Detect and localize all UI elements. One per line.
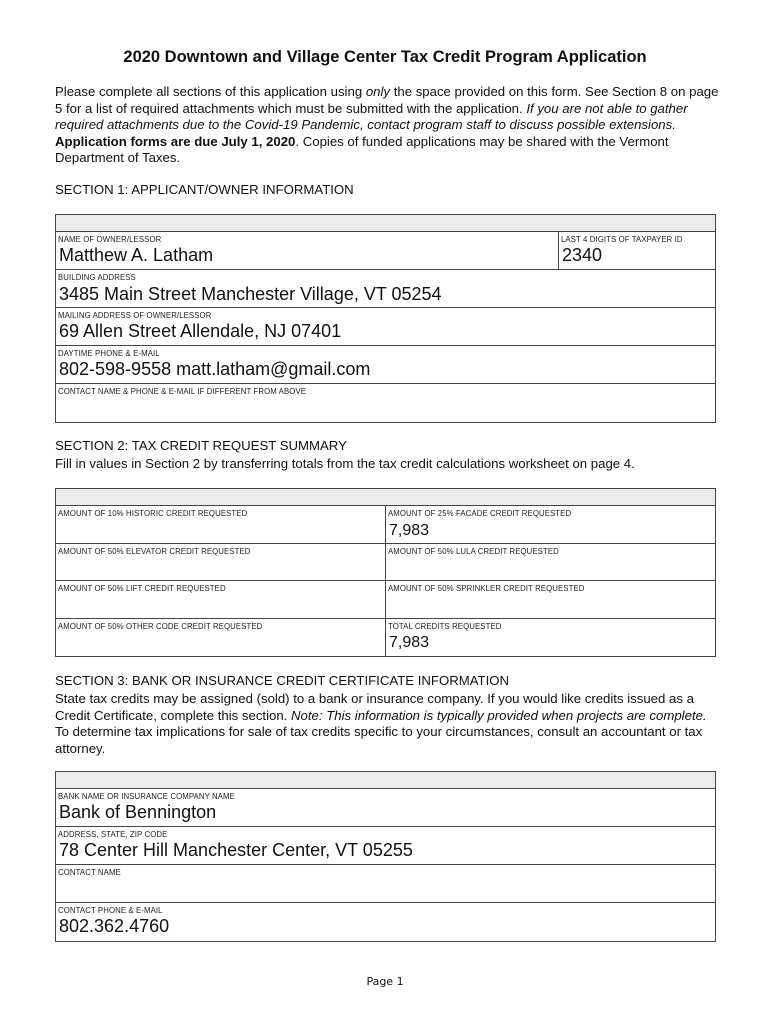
owner-name-cell[interactable] xyxy=(56,232,558,269)
section1-header-band xyxy=(56,215,715,232)
contact-row xyxy=(56,384,715,422)
building-address-value: 3485 Main Street Manchester Village, VT 05254 xyxy=(59,284,442,304)
credit-row-3 xyxy=(56,581,715,619)
building-address-cell[interactable] xyxy=(56,270,715,307)
facade-credit-cell[interactable] xyxy=(385,506,715,543)
section1-heading: SECTION 1: APPLICANT/OWNER INFORMATION xyxy=(55,182,354,197)
intro-text-4: If you are not able to gather required attachments due to the Covid-19 Pandemic, contact program staff to discuss possible extensions. xyxy=(55,100,688,132)
page-title: 2020 Downtown and Village Center Tax Credit Program Application xyxy=(123,48,647,66)
taxpayer-id-label: LAST 4 DIGITS OF TAXPAYER ID xyxy=(561,235,683,244)
total-credits-value: 7,983 xyxy=(389,634,430,651)
section3-note: Note: This information is typically provided when projects are complete. xyxy=(291,707,707,723)
contact-label: CONTACT NAME & PHONE & E-MAIL IF DIFFERENT FROM ABOVE xyxy=(58,387,307,396)
section2-instruction: Fill in values in Section 2 by transferring totals from the tax credit calculations worksheet on page 4. xyxy=(55,456,635,471)
section3-header-band xyxy=(56,772,715,789)
intro-text-7: . Copies of funded applications may be shared with the Vermont Department of Taxes. xyxy=(55,133,669,165)
building-row xyxy=(56,270,715,308)
intro-deadline: Application forms are due July 1, 2020 xyxy=(55,133,296,149)
bank-phone-row xyxy=(56,903,715,941)
section3-text-1: State tax credits may be assigned (sold) to a bank or insurance company. If you would like credits issued as a Credit Certificate, complete this section. xyxy=(55,691,694,723)
mailing-address-cell[interactable] xyxy=(56,308,715,345)
bank-name-value: Bank of Bennington xyxy=(59,802,217,822)
owner-row xyxy=(56,232,715,270)
section3-table xyxy=(55,771,716,942)
mailing-address-label: MAILING ADDRESS OF OWNER/LESSOR xyxy=(58,311,212,320)
building-address-label: BUILDING ADDRESS xyxy=(58,273,136,282)
intro-text-1: Please complete all sections of this application using xyxy=(55,84,366,99)
taxpayer-id-cell[interactable] xyxy=(558,232,715,269)
lift-credit-cell[interactable] xyxy=(56,581,385,618)
daytime-phone-cell[interactable] xyxy=(56,346,715,383)
intro-text-3: the space provided on this form. See Section 8 on page 5 for a list of required attachments which must be submitted with the application. xyxy=(55,84,719,116)
phone-row xyxy=(56,346,715,384)
mailing-row xyxy=(56,308,715,346)
lula-credit-label: AMOUNT OF 50% LULA CREDIT REQUESTED xyxy=(388,547,559,556)
bank-name-cell[interactable] xyxy=(56,789,715,826)
bank-phone-label: CONTACT PHONE & E-MAIL xyxy=(58,906,163,915)
section2-heading: SECTION 2: TAX CREDIT REQUEST SUMMARY xyxy=(55,438,347,453)
bank-phone-value: 802.362.4760 xyxy=(59,916,170,936)
credit-row-1 xyxy=(56,506,715,544)
daytime-phone-label: DAYTIME PHONE & E-MAIL xyxy=(58,349,160,358)
section3-heading: SECTION 3: BANK OR INSURANCE CREDIT CERTIFICATE INFORMATION xyxy=(55,673,510,688)
lift-credit-label: AMOUNT OF 50% LIFT CREDIT REQUESTED xyxy=(58,584,226,593)
owner-name-value: Matthew A. Latham xyxy=(59,245,214,265)
historic-credit-cell[interactable] xyxy=(56,506,385,543)
bank-address-label: ADDRESS, STATE, ZIP CODE xyxy=(58,830,168,839)
bank-address-row xyxy=(56,827,715,865)
section3-text-3: To determine tax implications for sale of tax credits specific to your circumstances, consult an accountant or tax attorney. xyxy=(55,724,703,756)
total-credits-label: TOTAL CREDITS REQUESTED xyxy=(388,622,502,631)
contact-cell[interactable] xyxy=(56,384,715,422)
historic-credit-label: AMOUNT OF 10% HISTORIC CREDIT REQUESTED xyxy=(58,509,248,518)
bank-contact-cell[interactable] xyxy=(56,865,715,902)
bank-row xyxy=(56,789,715,827)
owner-name-label: NAME OF OWNER/LESSOR xyxy=(58,235,162,244)
daytime-phone-value: 802-598-9558 matt.latham@gmail.com xyxy=(59,359,371,379)
credit-row-4 xyxy=(56,619,715,656)
intro-text-2: only xyxy=(365,84,391,99)
intro-paragraph xyxy=(55,84,720,167)
total-credits-cell[interactable] xyxy=(385,619,715,656)
other-code-credit-cell[interactable] xyxy=(56,619,385,656)
taxpayer-id-value: 2340 xyxy=(562,245,603,265)
page-number: Page 1 xyxy=(366,975,404,988)
section3-paragraph xyxy=(55,691,720,757)
facade-credit-value: 7,983 xyxy=(389,522,430,539)
section2-table xyxy=(55,488,716,657)
bank-contact-label: CONTACT NAME xyxy=(58,868,121,877)
sprinkler-credit-label: AMOUNT OF 50% SPRINKLER CREDIT REQUESTED xyxy=(388,584,585,593)
elevator-credit-label: AMOUNT OF 50% ELEVATOR CREDIT REQUESTED xyxy=(58,547,251,556)
credit-row-2 xyxy=(56,544,715,581)
sprinkler-credit-cell[interactable] xyxy=(385,581,715,618)
bank-address-cell[interactable] xyxy=(56,827,715,864)
mailing-address-value: 69 Allen Street Allendale, NJ 07401 xyxy=(59,321,342,341)
bank-phone-cell[interactable] xyxy=(56,903,715,941)
section1-table xyxy=(55,214,716,423)
bank-contact-row xyxy=(56,865,715,903)
facade-credit-label: AMOUNT OF 25% FACADE CREDIT REQUESTED xyxy=(388,509,572,518)
section2-header-band xyxy=(56,489,715,506)
bank-name-label: BANK NAME OR INSURANCE COMPANY NAME xyxy=(58,792,235,801)
lula-credit-cell[interactable] xyxy=(385,544,715,580)
other-code-credit-label: AMOUNT OF 50% OTHER CODE CREDIT REQUESTED xyxy=(58,622,263,631)
bank-address-value: 78 Center Hill Manchester Center, VT 05255 xyxy=(59,840,413,860)
elevator-credit-cell[interactable] xyxy=(56,544,385,580)
